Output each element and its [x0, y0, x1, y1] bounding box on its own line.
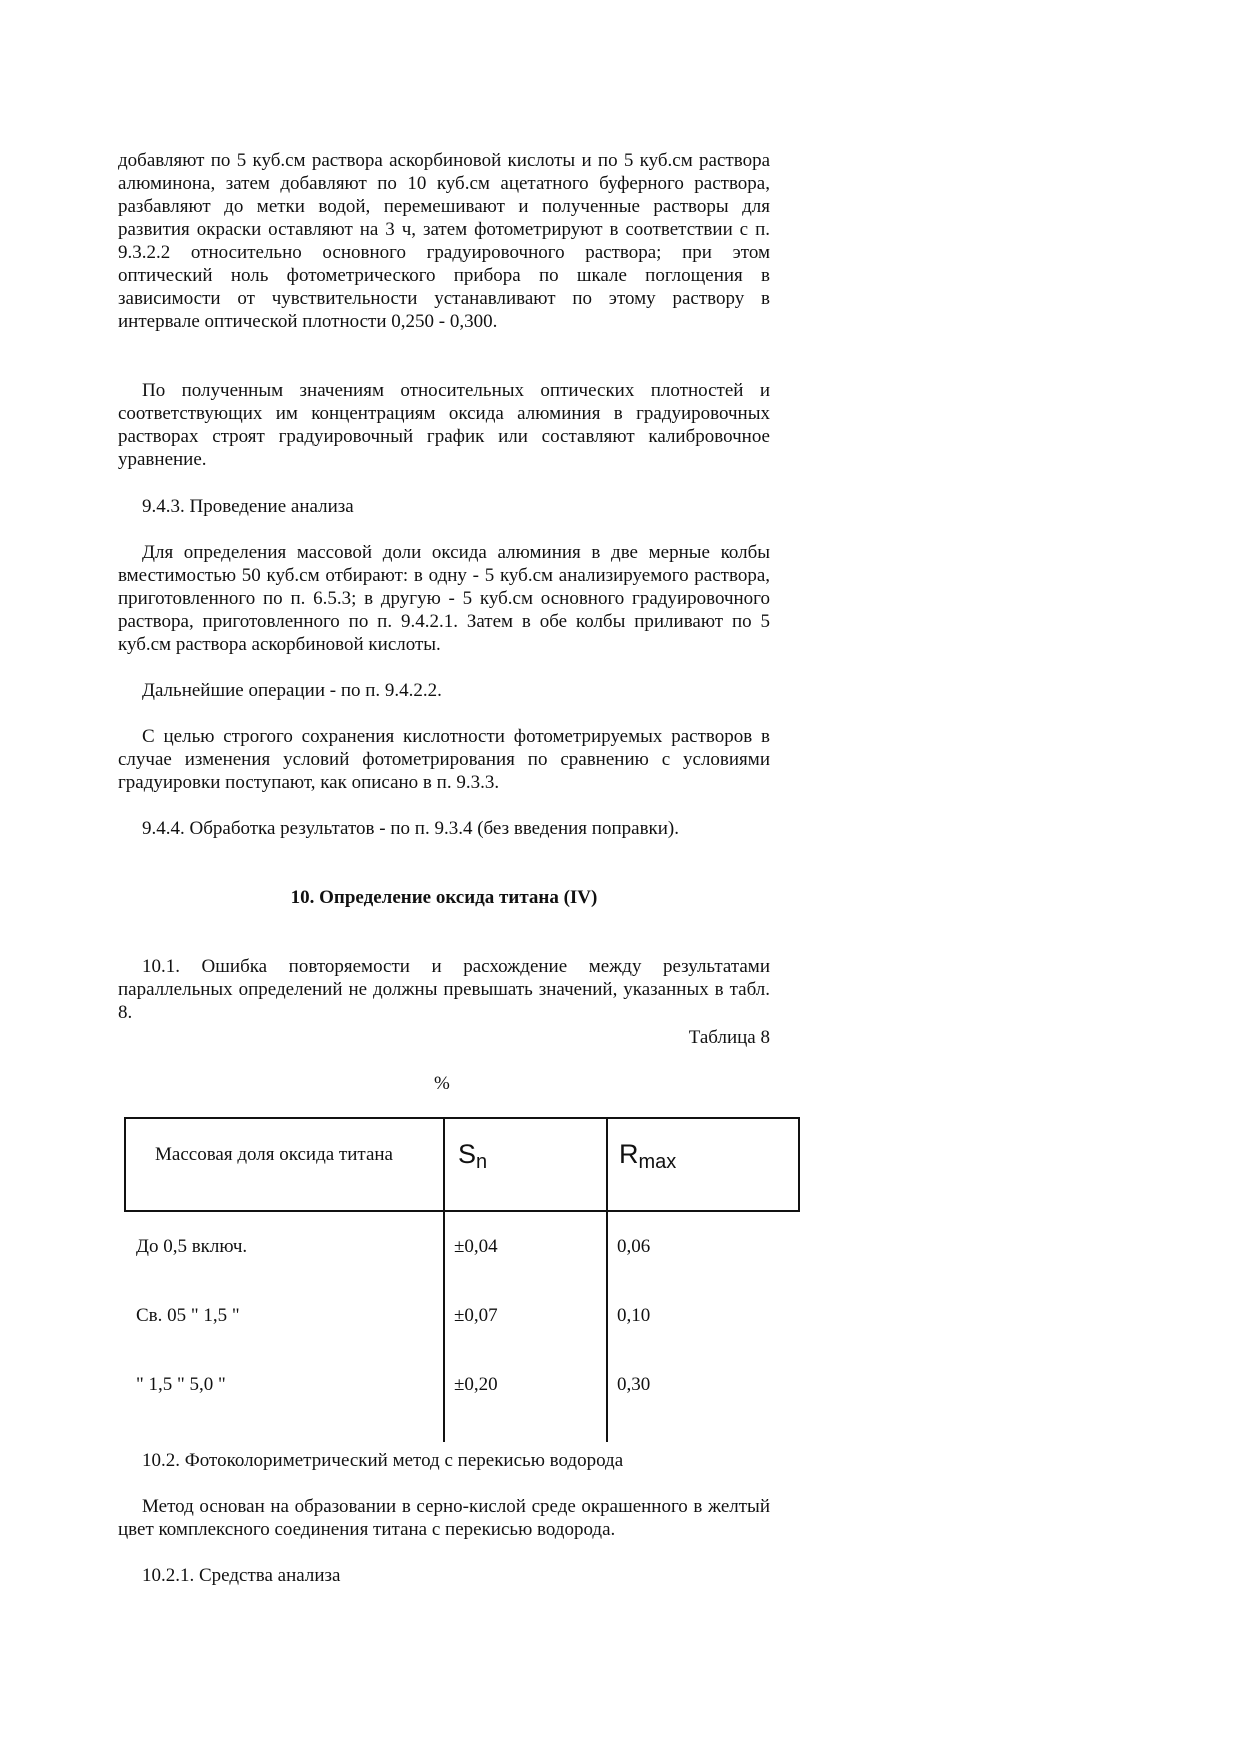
paragraph: Метод основан на образовании в серно-кислой среде окрашенного в желтый цвет комплексного соединения титана с перекисью водорода. [118, 1496, 770, 1540]
subsection-title: 10.2. Фотоколориметрический метод с перекисью водорода [142, 1450, 624, 1471]
paragraph-acidity [118, 725, 770, 794]
table-cell-rmax: 0,10 [617, 1305, 651, 1326]
subsection-title: 9.4.3. Проведение анализа [142, 496, 354, 517]
paragraph-analysis [118, 541, 770, 656]
table-border-top [124, 1117, 800, 1119]
table-column-divider-1 [443, 1117, 445, 1442]
paragraph-method [118, 1495, 770, 1541]
table-border-right [798, 1117, 800, 1212]
table-cell-sn: ±0,07 [454, 1305, 498, 1326]
table-cell-range: До 0,5 включ. [136, 1236, 248, 1257]
table-cell-range: Св. 05 " 1,5 " [136, 1305, 240, 1326]
paragraph: 10.1. Ошибка повторяемости и расхождение между результатами параллельных определений не должны превышать значений, указанных в табл. 8. [118, 956, 770, 1023]
table-column-divider-2 [606, 1117, 608, 1442]
section-heading: 10. Определение оксида титана (IV) [290, 887, 598, 908]
paragraph: Для определения массовой доли оксида алюминия в две мерные колбы вместимостью 50 куб.см отбирают: в одну - 5 куб.см анализируемого раствора, приготовленного по п. 6.5.3; в другую - 5 куб.см основного градуировочного раствора, приготовленного по п. 9.4.2.1. Затем в обе колбы приливают по 5 куб.см раствора аскорбиновой кислоты. [118, 542, 770, 655]
subsection-title-9-4-3 [118, 495, 770, 518]
table-border-header-bottom [124, 1210, 800, 1212]
paragraph: добавляют по 5 куб.см раствора аскорбиновой кислоты и по 5 куб.см раствора алюминона, затем добавляют по 10 куб.см ацетатного буферного раствора, разбавляют до метки водой, перемешивают и полученные растворы для развития окраски оставляют на 3 ч, затем фотометрируют в соответствии с п. 9.3.2.2 относительно основного градуировочного раствора; при этом оптический ноль фотометрического прибора по шкале поглощения в зависимости от чувствительности устанавливают по этому раствору в интервале оптической плотности 0,250 - 0,300. [118, 150, 770, 332]
table-cell-rmax: 0,06 [617, 1236, 651, 1257]
subsection-title: 9.4.4. Обработка результатов - по п. 9.3.4 (без введения поправки). [142, 818, 680, 839]
paragraph: По полученным значениям относительных оптических плотностей и соответствующих им концентрациям оксида алюминия в градуировочных растворах строят градуировочный график или составляют калибровочное уравнение. [118, 380, 770, 470]
paragraph-continuation [118, 149, 770, 333]
table-header-sn [458, 1139, 488, 1174]
paragraph-10-1 [118, 955, 770, 1024]
table-label: Таблица 8 [688, 1027, 770, 1048]
paragraph-calibration [118, 379, 770, 471]
subsection-title-10-2 [118, 1449, 770, 1472]
table-header-mass-fraction: Массовая доля оксида титана [155, 1144, 393, 1165]
table-unit: % [434, 1073, 450, 1094]
subsection-title-10-2-1 [118, 1564, 770, 1587]
paragraph-further-operations [118, 679, 770, 702]
table-header-rmax [619, 1139, 677, 1174]
subscript-n: n [476, 1150, 488, 1173]
paragraph: Дальнейшие операции - по п. 9.4.2.2. [142, 680, 442, 701]
table-cell-sn: ±0,04 [454, 1236, 498, 1257]
table-cell-rmax: 0,30 [617, 1374, 651, 1395]
subsection-title-9-4-4 [118, 817, 770, 840]
subsection-title: 10.2.1. Средства анализа [142, 1565, 341, 1586]
table-border-left [124, 1117, 126, 1212]
table-cell-range: " 1,5 " 5,0 " [136, 1374, 226, 1395]
paragraph: С целью строгого сохранения кислотности фотометрируемых растворов в случае изменения условий фотометрирования по сравнению с условиями градуировки поступают, как описано в п. 9.3.3. [118, 726, 770, 793]
symbol-s: S [458, 1139, 477, 1169]
subscript-max: max [638, 1150, 677, 1173]
table-cell-sn: ±0,20 [454, 1374, 498, 1395]
symbol-r: R [619, 1139, 639, 1169]
